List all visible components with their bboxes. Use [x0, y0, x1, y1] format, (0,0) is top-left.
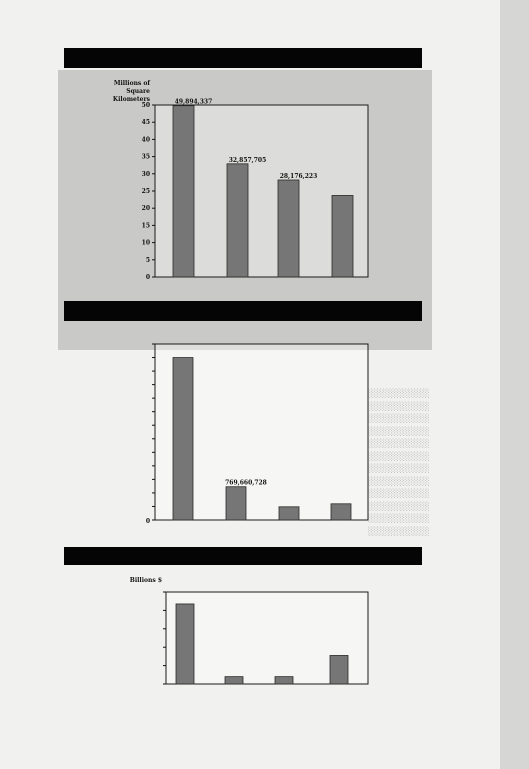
- chart-1-data-label: 28,176,223: [279, 172, 318, 180]
- chart-3-bar: [225, 677, 243, 684]
- faded-body-text: ░░░░░░░░░░ ░░░░░░░░░░ ░░░░░░░░░░ ░░░░░░░░░░ ░░░░░░░░░░ ░░░░░░░░░░ ░░░░░░░░░░ ░░░░░░░░░░ ░░░░░░░░░░ ░░░░░░░░░░ ░░░░░░░░░░ ░░░░░░░░░░: [368, 389, 430, 536]
- chart-2-data-label: 769,660,728: [225, 479, 267, 487]
- chart-1-y-tick-label: 15: [141, 222, 150, 230]
- chart-3-bar: [176, 604, 194, 684]
- chart-1-data-label: 49,894,337: [174, 98, 213, 106]
- chart-1-y-tick-label: 50: [141, 102, 150, 109]
- chart-2-zero-label: 0: [145, 518, 150, 525]
- chart-1-y-tick-label: 20: [141, 205, 150, 213]
- chart-1-y-tick-label: 5: [145, 256, 150, 264]
- chart-1-y-tick-label: 25: [141, 188, 150, 195]
- chart-1-y-tick-label: 30: [141, 170, 150, 178]
- chart-1-data-label: 32,857,705: [228, 156, 267, 164]
- chart-1-y-tick-label: 40: [141, 136, 150, 144]
- chart-3-bar: [275, 677, 293, 684]
- chart-1-y-tick-label: 0: [145, 274, 150, 281]
- chart-1-y-axis-label: Millions of Square Kilometers: [112, 80, 150, 103]
- chart-3-bar: [330, 655, 348, 684]
- chart-3-y-axis-label: Billions $: [129, 577, 162, 584]
- chart-1-y-tick-label: 35: [141, 153, 150, 161]
- chart-1-y-tick-label: 45: [141, 119, 150, 127]
- chart-1-y-tick-label: 10: [141, 239, 150, 247]
